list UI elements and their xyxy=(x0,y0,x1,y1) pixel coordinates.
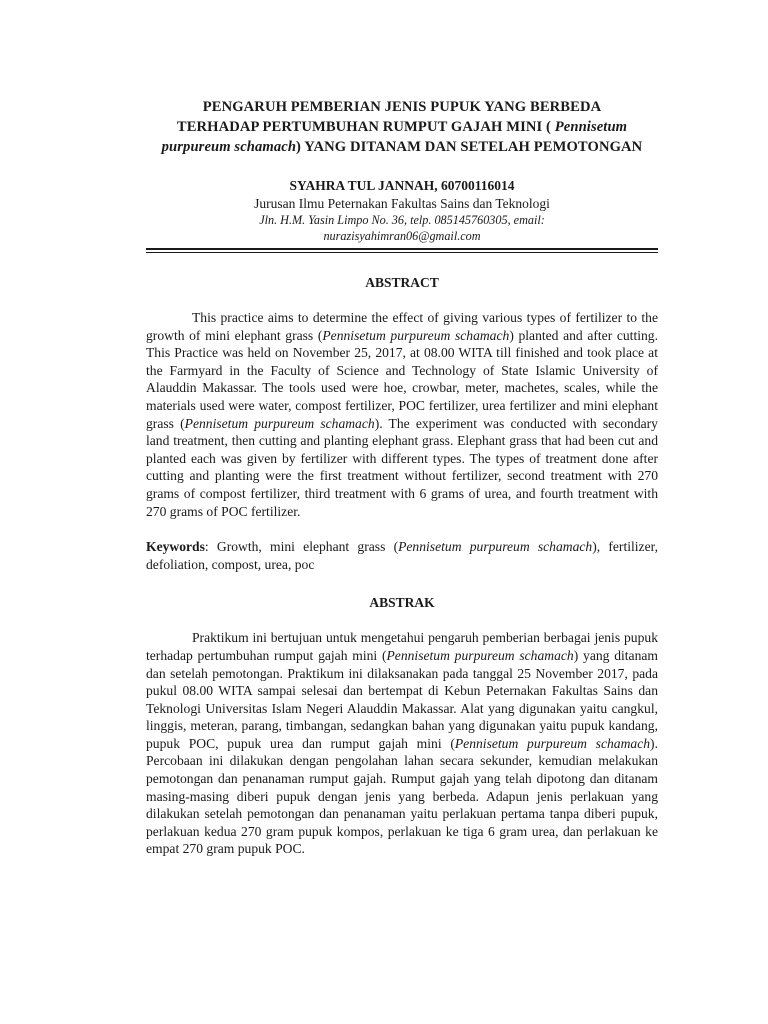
abstrak-species-2: Pennisetum purpureum schamach xyxy=(454,735,651,751)
abstrak-heading: ABSTRAK xyxy=(369,595,435,611)
abstract-species-1: Pennisetum purpureum schamach xyxy=(322,327,510,343)
abstract-text-2: ) planted and after cutting. This Practice was held on November 25, 2017, at 08.00 WITA till finished and took place at the Farmyard in the Faculty of Science and Technology of State Islamic University of Alauddin Makassar. The tools used were hoe, crowbar, meter, machetes, scales, while the materials used were water, compost fertilizer, POC fertilizer, urea fertilizer and mini elephant grass ( xyxy=(146,327,659,431)
abstrak-text-3: ). Percobaan ini dilakukan dengan pengolahan lahan secara sekunder, kemudian melakukan pemotongan dan penanaman rumput gajah. Rumput gajah yang telah dipotong dan ditanam masing-masing diberi pupuk dengan jenis yang berbeda. Adapun jenis perlakuan yang dilakukan setelah pemotongan dan penanaman yaitu perlakuan pertama tanpa diberi pupuk, perlakuan kedua 270 gram pupuk kompos, perlakuan ke tiga 6 gram urea, dan perlakuan ke empat 270 gram pupuk POC. xyxy=(146,735,658,857)
title-line-3-suffix: ) YANG DITANAM DAN SETELAH PEMOTONGAN xyxy=(296,139,643,155)
abstrak-text-1: Praktikum ini bertujuan untuk mengetahui pengaruh pemberian berbagai jenis pupuk terhadap pertumbuhan rumput gajah mini ( xyxy=(146,630,658,663)
keywords-label: Keywords xyxy=(146,539,205,555)
keywords-text-2: ), fertilizer, defoliation, compost, urea, poc xyxy=(146,539,658,572)
title-line-2-prefix: TERHADAP PERTUMBUHAN RUMPUT GAJAH MINI ( xyxy=(176,119,555,135)
author-address: Jln. H.M. Yasin Limpo No. 36, telp. 085145760305, email: xyxy=(259,213,545,227)
header-divider xyxy=(146,248,658,251)
abstrak-species-1: Pennisetum purpureum schamach xyxy=(386,647,574,663)
author-name: SYAHRA TUL JANNAH, 60700116014 xyxy=(289,178,515,193)
abstract-text-3: ). The experiment was conducted with secondary land treatment, then cutting and planting elephant grass. Elephant grass that had been cut and planted each was given by fertilizer with different types. The types of treatment done after cutting and planting were the first treatment without fertilizer, second treatment with 270 grams of compost fertilizer, third treatment with 6 grams of urea, and fourth treatment with 270 grams of POC fertilizer. xyxy=(146,415,658,519)
abstract-species-2: Pennisetum purpureum schamach xyxy=(184,415,375,431)
abstract-text-1: This practice aims to determine the effect of giving various types of fertilizer to the growth of mini elephant grass ( xyxy=(146,310,658,343)
paper-page xyxy=(146,97,658,858)
keywords-text-1: : Growth, mini elephant grass ( xyxy=(204,539,399,555)
title-species-genus: Pennisetum xyxy=(554,119,628,135)
author-affiliation: Jurusan Ilmu Peternakan Fakultas Sains dan Teknologi xyxy=(254,196,550,211)
paper-title xyxy=(146,97,658,157)
abstrak-paragraph xyxy=(146,629,658,858)
title-line-1: PENGARUH PEMBERIAN JENIS PUPUK YANG BERBEDA xyxy=(202,99,602,115)
abstract-paragraph xyxy=(146,309,658,520)
author-email: nurazisyahimran06@gmail.com xyxy=(323,229,481,243)
title-species-epithet: purpureum schamach xyxy=(161,139,297,155)
abstract-heading: ABSTRACT xyxy=(365,275,439,290)
keywords-species: Pennisetum purpureum schamach xyxy=(398,539,593,555)
header-divider-thin xyxy=(146,252,658,253)
keywords-paragraph xyxy=(146,538,658,573)
abstrak-text-2: ) yang ditanam dan setelah pemotongan. Praktikum ini dilaksanakan pada tanggal 25 November 2017, pada pukul 08.00 WITA sampai selesai dan bertempat di Kebun Peternakan Fakultas Sains dan Teknologi Universitas Islam Negeri Alauddin Makassar. Alat yang digunakan yaitu cangkul, linggis, meteran, parang, timbangan, sedangkan bahan yang digunakan yaitu pupuk kandang, pupuk POC, pupuk urea dan rumput gajah mini ( xyxy=(146,647,658,751)
